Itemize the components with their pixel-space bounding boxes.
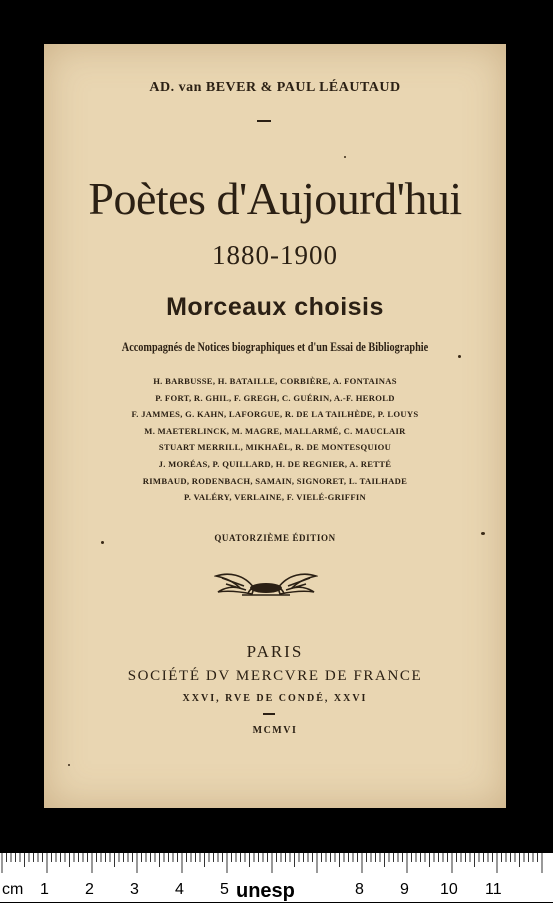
publisher: SOCIÉTÉ DV MERCVRE DE FRANCE <box>127 668 423 684</box>
ruler-label: 5 <box>220 881 229 898</box>
edition: QUATORZIÈME ÉDITION <box>214 533 336 543</box>
ruler-ticks <box>0 853 553 875</box>
poet-line: M. MAETERLINCK, M. MAGRE, MALLARMÉ, C. MAUCLAIR <box>144 425 406 436</box>
poet-line: P. VALÉRY, VERLAINE, F. VIELÉ-GRIFFIN <box>183 492 367 503</box>
scale-ruler <box>0 853 553 902</box>
foxing-spot <box>458 355 461 358</box>
poet-line: J. MORÉAS, P. QUILLARD, H. DE REGNIER, A. RETTÉ <box>158 458 392 469</box>
poet-line: F. JAMMES, G. KAHN, LAFORGUE, R. DE LA TAILHÈDE, P. LOUYS <box>131 409 419 420</box>
poet-list <box>44 373 506 506</box>
ruler-label: 8 <box>355 881 364 898</box>
book-title: Poètes d'Aujourd'hui <box>88 173 462 224</box>
short-rule <box>257 120 271 122</box>
ruler-label: 4 <box>175 881 184 898</box>
publication-year: MCMVI <box>252 725 298 736</box>
years: 1880-1900 <box>212 240 338 270</box>
foxing-spot <box>481 532 485 535</box>
unesp-logo: unesp <box>236 880 295 902</box>
short-rule <box>263 713 275 715</box>
subtitle: Morceaux choisis <box>166 293 384 321</box>
poet-line: P. FORT, R. GHIL, F. GREGH, C. GUÉRIN, A.-F. HEROLD <box>155 392 395 403</box>
ruler-label: 1 <box>40 881 49 898</box>
accompaniment-line: Accompagnés de Notices biographiques et d'un Essai de Bibliographie <box>121 340 429 354</box>
poet-line: H. BARBUSSE, H. BATAILLE, CORBIÈRE, A. FONTAINAS <box>153 376 397 386</box>
city: PARIS <box>246 642 304 661</box>
ruler-label: 10 <box>440 881 458 898</box>
ruler-label: 9 <box>400 881 409 898</box>
ruler-unit: cm <box>2 881 24 898</box>
book-title-page <box>44 44 506 808</box>
poet-line: RIMBAUD, RODENBACH, SAMAIN, SIGNORET, L. TAILHADE <box>142 475 408 486</box>
ruler-label: 2 <box>85 881 94 898</box>
poet-line: STUART MERRILL, MIKHAËL, R. DE MONTESQUIOU <box>158 442 392 453</box>
foxing-spot <box>68 764 70 766</box>
foxing-spot <box>344 156 346 158</box>
address: XXVI, RVE DE CONDÉ, XXVI <box>182 693 368 704</box>
ruler-label: 11 <box>485 881 502 898</box>
winged-hat-icon <box>214 566 318 600</box>
authors: AD. van BEVER & PAUL LÉAUTAUD <box>149 80 401 95</box>
foxing-spot <box>101 541 104 544</box>
ruler-label: 3 <box>130 881 139 898</box>
